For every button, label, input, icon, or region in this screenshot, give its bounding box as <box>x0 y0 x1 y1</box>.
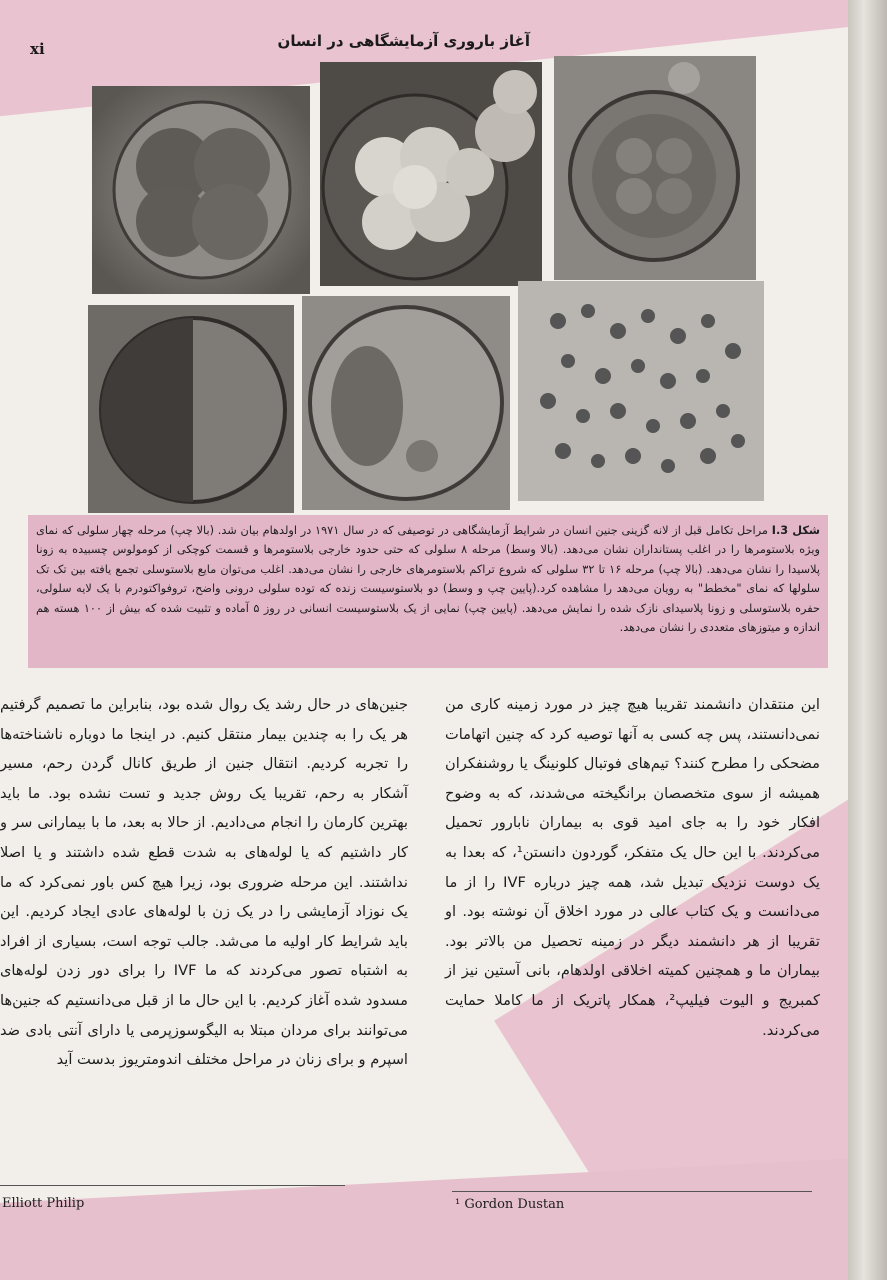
page-number: xi <box>30 40 45 58</box>
next-page-edge <box>848 0 887 1280</box>
figure-photo-eight-cell <box>320 62 542 286</box>
figure-photo-sixteen-cell <box>554 56 756 280</box>
footnote-left: Elliott Philip <box>2 1196 85 1211</box>
footnote-right: ¹ Gordon Dustan <box>455 1197 565 1212</box>
figure-label: شکل I.3 <box>771 524 821 537</box>
footnote-rule-left <box>0 1185 345 1186</box>
body-column-left: جنین‌های در حال رشد یک روال شده بود، بنابراین ما تصمیم گرفتیم هر یک را به چندین بیمار منتقل کنیم. در اینجا ما دوباره ناشناخته‌ها را تجربه کردیم. انتقال جنین از طریق کانال گردن رحم، مسیر آشکار به رحم، تقریبا یک روش جدید و تست نشده بود. ما باید بهترین کارمان را انجام می‌دادیم. از حالا به بعد، ما با بیمارانی سر و کار داشتیم که یا لوله‌های به شدت قطع شده داشتند و یا اصلا نداشتند. این مرحله ضروری بود، زیرا هیچ کس باور نمی‌کرد که ما یک نوزاد آزمایشی را در یک زن با لوله‌های عادی ایجاد کردیم. این باید شرایط کار اولیه ما می‌شد. جالب توجه است، بسیاری از افراد به اشتباه تصور می‌کردند که ما IVF را برای دور زدن لوله‌های مسدود شده آغاز کردیم. با این حال ما از قبل می‌دانستیم که جنین‌ها می‌توانند برای مردان مبتلا به الیگوسوزپرمی یا دارای آنتی بادی ضد اسپرم و برای زنان در مراحل مختلف اندومتریوز بدست آید <box>0 696 408 1069</box>
figure-caption <box>28 515 828 668</box>
running-title: آغاز باروری آزمایشگاهی در انسان <box>277 32 530 50</box>
figure-caption-text: مراحل تکامل قبل از لانه گزینی جنین انسان در شرایط آزمایشگاهی در توصیفی که در سال ۱۹۷۱ در اولدهام بیان شد. (بالا چپ) مرحله چهار سلولی که نمای ویژه بلاستومرها را در اغلب پستانداران نشان می‌دهد. (بالا وسط) مرحله ۸ سلولی که حتی حدود خارجی بلاستومرها و قسمت کوچکی از کومولوس چسبیده به زونا پلاسیدا را نشان می‌دهد. (بالا چپ) مرحله ۱۶ تا ۳۲ سلولی که شروع تراکم بلاستومرهای خارجی را نشان می‌دهد. اغلب می‌توان مایع بلاستوسلی تجمع یافته بین تک تک سلولها که نمای "مخطط" به رویان می‌دهد را مشاهده کرد.(پایین چپ و وسط) دو بلاستوسیست زنده که توده سلولی درونی واضح، تروفواکتودرم با یک لایه سلولی، حفره بلاستوسلی و زونا پلاسیدای نازک شده را نمایش می‌دهد. (پایین چپ) نمایی از یک بلاستوسیست انسانی در روز ۵ آماده و تثبیت شده که بیش از ۱۰۰ هسته هم اندازه و میتوزهای متعددی را نشان می‌دهد. <box>36 524 820 635</box>
pink-decoration-bottom <box>0 1154 862 1280</box>
figure-photo-four-cell <box>92 86 310 294</box>
figure-photo-blastocyst-2 <box>302 296 510 510</box>
body-column-right: این منتقدان دانشمند تقریبا هیچ چیز در مورد زمینه کاری من نمی‌دانستند، پس چه کسی به آنها توصیه کرد که چنین اتهامات مضحکی را مطرح کنند؟ تیم‌های فوتبال کلونینگ یا روشنفکران همیشه از سوی متخصصان برانگیخته می‌شدند، که به وضوح افکار خود را به جای امید قوی به بیماران نابارور تحمیل می‌کردند. با این حال یک متفکر، گوردون دانستن¹، که بعدا به یک دوست نزدیک تبدیل شد، همه چیز درباره IVF را از ما می‌دانست و یک کتاب عالی در مورد اخلاق آن نوشته بود. او تقریبا از هر دانشمند دیگر در زمینه تحصیل من بالاتر بود. بیماران ما و همچنین کمیته اخلاقی اولدهام، بانی آستین نیز از کمبریج و الیوت فیلیپ²، همکار پاتریک از ما کاملا حمایت می‌کردند. <box>445 696 820 1039</box>
figure-photo-blastocyst-1 <box>88 305 294 513</box>
figure-photo-fixed-blastocyst <box>518 281 764 501</box>
footnote-rule-right <box>452 1191 812 1192</box>
